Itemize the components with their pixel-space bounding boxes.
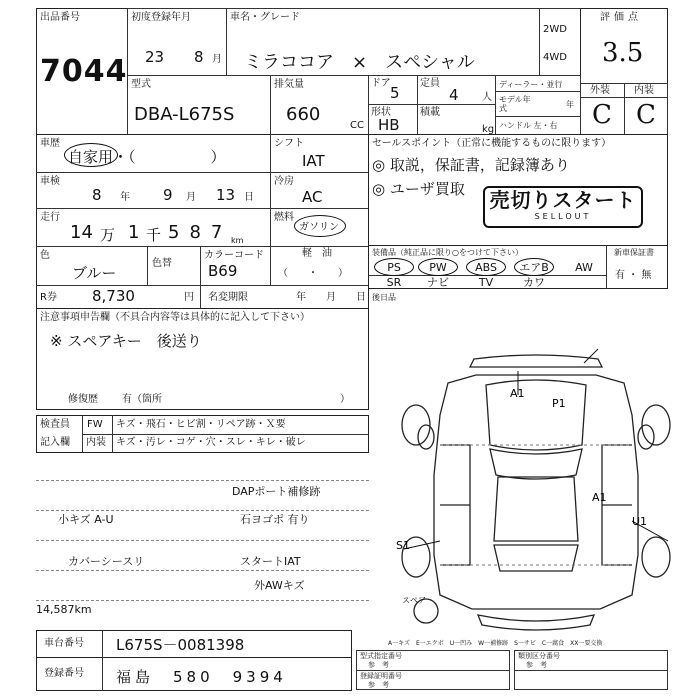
mileage-man-unit: 万	[100, 226, 116, 244]
designated-label: 型式指定番号	[360, 652, 402, 660]
inspector-label-2: 記入欄	[40, 437, 70, 448]
abs-circle	[466, 258, 506, 276]
comment-5: スタートIAT	[240, 555, 301, 568]
comment-1: DAPポート補修跡	[232, 485, 321, 498]
sales-line-1: ◎ 取説，保証書，記録簿あり	[372, 156, 570, 174]
model-year-unit: 年	[566, 100, 574, 109]
repair-close: ）	[340, 394, 350, 405]
lot-number: 7044	[40, 54, 128, 89]
mileage-man: 14	[70, 222, 93, 243]
hood	[486, 380, 586, 450]
displacement-label: 排気量	[274, 79, 304, 90]
model-label: 型式	[131, 79, 151, 90]
grade-value: 3.5	[602, 38, 644, 68]
insp-hline	[82, 434, 369, 435]
equip-aw: AW	[575, 261, 593, 274]
fuel-diesel: 軽 油	[302, 248, 332, 259]
repair-value: 有（箇所	[122, 394, 162, 405]
color-vline	[147, 246, 148, 285]
mileage-rest: 587	[168, 222, 233, 243]
recycle-value: 8,730	[92, 287, 135, 305]
inspection-month-unit: 月	[186, 192, 196, 203]
reg-month: 8	[194, 48, 204, 66]
load-unit: kg	[482, 124, 495, 135]
comment-6: 外AWキズ	[254, 579, 305, 592]
repair-label: 修復歴	[68, 394, 98, 405]
color-code-label: カラーコード	[204, 250, 264, 261]
dealer-divider2	[495, 116, 581, 117]
registration-label: 登録番号	[44, 668, 84, 679]
equip-abs: ABS	[475, 261, 497, 274]
inspection-label: 車検	[40, 176, 60, 187]
comment-3: 石ヨゴポ 有り	[240, 513, 310, 526]
inspection-year: 8	[92, 186, 102, 204]
notes-label: 注意事項申告欄（不具合内容等は具体的に記入して下さい）	[40, 312, 310, 323]
rear-label: 後日品	[372, 293, 396, 302]
info-vline	[270, 134, 271, 285]
fuel-gas: ガソリン	[299, 222, 339, 233]
load-label: 積載	[420, 107, 440, 118]
comment-line-5	[36, 600, 369, 601]
car-name-label: 車名・グレード	[230, 12, 300, 23]
doors-vdivider	[417, 75, 418, 135]
model-year-label: モデル年式	[499, 95, 531, 113]
comment-line-1	[36, 480, 369, 481]
chassis-value: L675S－0081398	[116, 636, 245, 654]
category-ref: 参 考	[526, 661, 547, 669]
equip-sr: SR	[386, 276, 402, 289]
comment-2: 小キズ A-U	[58, 513, 114, 526]
shift-label: シフト	[274, 138, 304, 149]
cert-ref: 参 考	[368, 681, 389, 689]
dealer-label: ディーラー・並行	[499, 80, 563, 89]
recycle-label: R券	[40, 292, 57, 303]
designated-hline	[356, 670, 510, 671]
recycle-unit: 円	[184, 292, 194, 303]
drive-4wd: 4WD	[543, 52, 567, 63]
mark-p1: P1	[552, 397, 566, 410]
exterior-value: C	[592, 100, 612, 130]
dealer-divider1	[495, 91, 581, 92]
recycle-vline	[200, 285, 201, 309]
warranty-label: 新車保証書	[614, 248, 654, 257]
displacement-unit: CC	[350, 120, 364, 131]
color-code-vline	[200, 246, 201, 285]
mileage-label: 走行	[40, 212, 60, 223]
fuel-circle	[294, 215, 346, 237]
info-hline-3	[36, 246, 369, 247]
info-hline-1	[36, 172, 369, 173]
ac-label: 冷房	[274, 176, 294, 187]
rear-window	[494, 545, 578, 571]
equip-airbag: エアB	[519, 261, 549, 274]
equip-pw: PW	[429, 261, 447, 274]
sales-label: セールスポイント（正常に機能するものに限ります）	[372, 138, 612, 149]
ps-circle	[374, 258, 414, 276]
equip-leather: カワ	[523, 276, 545, 289]
registration-vline	[102, 657, 103, 691]
body-outline	[434, 375, 638, 609]
left-mirror	[418, 425, 434, 449]
fw-text: キズ・飛石・ヒビ割・リペア跡・Ｘ要	[116, 419, 286, 430]
damage-legend: A一キズ E一エクボ U一凹み W一補修跡 S一サビ C一腐食 XX一要交換	[388, 640, 603, 647]
info-hline-2	[36, 208, 369, 209]
ac-value: AC	[302, 188, 323, 206]
capacity-label: 定員	[420, 78, 440, 89]
comment-line-3	[36, 540, 369, 541]
capacity-unit: 人	[482, 92, 492, 103]
grade-label: 評価点	[600, 12, 642, 23]
mark-u1: U1	[632, 515, 648, 528]
car-diagram	[386, 345, 682, 635]
mileage-sen-unit: 千	[146, 226, 162, 244]
fuel-paren: （ ・ ）	[278, 268, 348, 279]
color-change-label: 色替	[152, 258, 172, 269]
car-name: ミラココア × スペシャル	[244, 52, 475, 73]
registration-value: 福島 580 9394	[116, 668, 287, 686]
info-hline-4	[36, 285, 369, 286]
comment-7: 14,587km	[36, 603, 92, 616]
rear-bumper	[478, 615, 594, 630]
inspection-month: 9	[163, 186, 173, 204]
history-label: 車歴	[40, 138, 60, 149]
drive-2wd: 2WD	[543, 24, 567, 35]
inspection-year-unit: 年	[120, 192, 130, 203]
airbag-circle	[514, 258, 554, 276]
inspection-day-unit: 日	[244, 192, 254, 203]
chassis-label: 車台番号	[44, 638, 84, 649]
right-mirror	[638, 425, 654, 449]
reg-month-unit: 月	[212, 54, 222, 65]
chassis-vline	[102, 630, 103, 658]
mark-line-2	[584, 349, 598, 363]
equipment-label: 装備品（純正品に限り○をつけて下さい）	[372, 248, 523, 257]
model-value: DBA-L675S	[134, 104, 235, 125]
designated-ref: 参 考	[368, 661, 389, 669]
name-change-label: 名変期限	[208, 292, 248, 303]
front-bumper	[470, 355, 602, 367]
inspector-label-1: 検査員	[40, 419, 70, 430]
equip-vline	[606, 245, 607, 289]
ext-int-vdivider	[624, 83, 625, 135]
first-reg-label: 初度登録年月	[131, 12, 191, 23]
roof	[494, 477, 578, 541]
name-change-value: 年 月 日	[296, 292, 366, 303]
history-value: 自家用・（ ）	[68, 148, 226, 166]
exterior-label: 外装	[590, 85, 610, 96]
pw-circle	[418, 258, 458, 276]
warranty-value: 有 ・ 無	[615, 270, 652, 281]
equip-navi: ナビ	[427, 276, 449, 289]
mileage-unit: km	[231, 236, 244, 245]
history-circle	[64, 143, 118, 167]
shape-label: 形状	[371, 107, 391, 118]
cert-label: 登録証明番号	[360, 672, 402, 680]
comment-line-4	[36, 570, 369, 571]
mark-a1-front: A1	[510, 387, 525, 400]
stamp-sub: SELLOUT	[534, 212, 592, 221]
color-code-value: B69	[208, 262, 238, 280]
category-hline	[514, 670, 668, 671]
sellout-stamp	[483, 186, 643, 228]
mileage-sen: 1	[128, 222, 140, 243]
equip-tv: TV	[478, 276, 494, 289]
doors-value: 5	[390, 84, 400, 102]
interior-label: 内装	[634, 85, 654, 96]
doors-label: ドア	[371, 78, 391, 89]
shape-value: HB	[378, 116, 400, 134]
wheel-rr	[642, 537, 670, 577]
sales-line-2: ◎ ユーザ買取	[372, 180, 465, 198]
fw-label: FW	[87, 419, 103, 430]
spare-label: スペア	[402, 596, 426, 605]
equip-ps: PS	[387, 261, 401, 274]
mark-s1: S1	[396, 539, 410, 552]
handle-label: ハンドル 左・右	[499, 121, 558, 130]
lot-label: 出品番号	[40, 12, 80, 23]
category-label: 類別区分番号	[518, 652, 560, 660]
stamp-main: 売切りスタート	[489, 188, 637, 212]
inspection-day: 13	[216, 186, 236, 204]
mark-a1-side: A1	[592, 491, 607, 504]
capacity-value: 4	[449, 86, 459, 104]
interior-value: C	[636, 100, 656, 130]
shift-value: IAT	[302, 152, 325, 170]
color-label: 色	[40, 250, 50, 261]
displacement-value: 660	[286, 104, 321, 125]
doors-divider	[368, 104, 496, 105]
fuel-label: 燃料	[274, 212, 294, 223]
color-value: ブルー	[72, 264, 117, 282]
notes-line-1: ※ スペアキー 後送り	[50, 332, 202, 350]
comment-4: カバーシースリ	[68, 555, 145, 568]
comment-line-2	[36, 510, 369, 511]
windshield	[490, 449, 582, 479]
drive-cell	[539, 8, 581, 76]
in-text: キズ・汚レ・コゲ・穴・スレ・キレ・破レ	[116, 437, 306, 448]
in-label: 内装	[86, 437, 106, 448]
reg-year: 23	[145, 48, 165, 66]
